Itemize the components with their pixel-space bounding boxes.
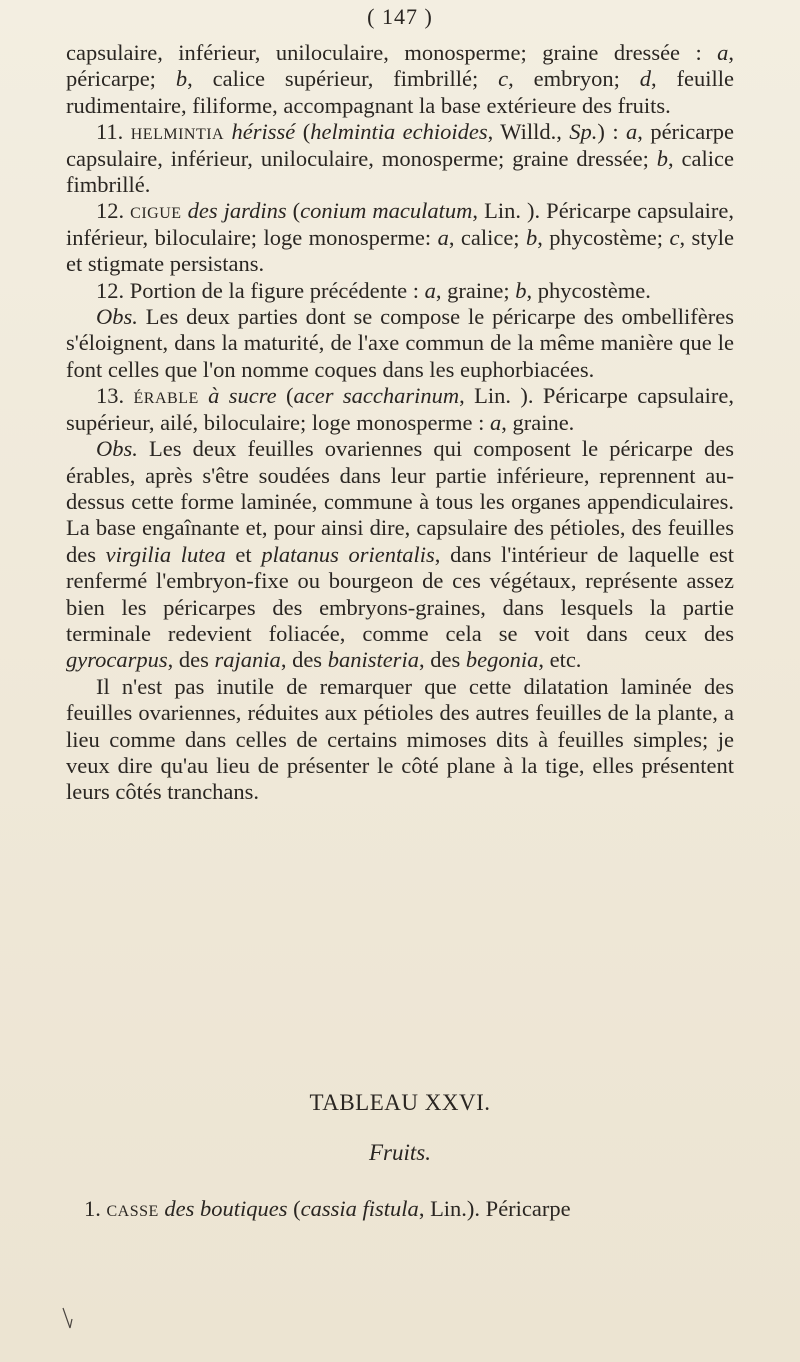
- text-segment: (: [286, 198, 301, 224]
- italic-text: gyrocarpus: [66, 647, 168, 673]
- page-number: ( 147 ): [367, 4, 433, 29]
- text-segment: , graine.: [501, 409, 575, 435]
- text-segment: , dans l'intérieur de laquelle est renfermé l'embryon-fixe ou bourgeon de ces végétaux, représente assez bien les péricarpes des embryons-graines, dans lesquels la partie terminale redevient foliacée, comme cela se voit dans ceux des: [66, 541, 734, 646]
- italic-text: virgilia lutea: [105, 541, 226, 567]
- paragraph-cigue-portion: [66, 278, 734, 304]
- italic-text: cassia fistula: [300, 1196, 419, 1221]
- italic-text: a: [626, 119, 638, 145]
- italic-text: des jardins: [187, 198, 287, 224]
- italic-text: c: [498, 66, 509, 92]
- text-segment: , péricarpe capsulaire, inférieur, uniloculaire, monosperme; graine dressée;: [66, 119, 735, 171]
- text-segment: , Lin. ). Péricarpe capsulaire, inférieur, biloculaire; loge monosperme:: [66, 198, 734, 250]
- text-segment: 13.: [96, 383, 134, 409]
- italic-text: acer saccharinum: [293, 383, 460, 409]
- italic-text: c: [669, 224, 680, 250]
- italic-text: banisteria: [327, 647, 419, 673]
- text-segment: 1.: [84, 1196, 107, 1221]
- italic-text: a: [489, 409, 502, 435]
- text-segment: , calice;: [448, 224, 526, 250]
- text-segment: , Lin. ). Péricarpe capsulaire, supérieur, ailé, biloculaire; loge monosperme :: [66, 383, 735, 435]
- paragraph-casse: [84, 1196, 734, 1222]
- italic-text: hérissé: [231, 119, 296, 145]
- italic-text: Sp.: [569, 119, 598, 145]
- italic-text: a: [424, 277, 436, 303]
- text-segment: , embryon;: [508, 66, 640, 92]
- italic-text: à sucre: [208, 383, 277, 409]
- text-segment: capsulaire, inférieur, uniloculaire, monosperme; graine dressée :: [66, 40, 718, 65]
- text-segment: (: [287, 1196, 301, 1221]
- text-segment: , Lin.). Péricarpe: [418, 1196, 571, 1221]
- italic-text: a: [717, 40, 729, 65]
- italic-text: rajania: [214, 647, 281, 673]
- text-segment: , péricarpe;: [66, 40, 734, 92]
- small-caps-text: helmintia: [130, 119, 225, 145]
- text-segment: , des: [280, 647, 328, 673]
- text-segment: (: [295, 119, 311, 145]
- text-segment: ) :: [597, 119, 627, 145]
- small-caps-text: érable: [133, 383, 199, 409]
- text-segment: (: [276, 383, 294, 409]
- text-segment: , feuille rudimentaire, filiforme, accompagnant la base extérieure des fruits.: [66, 66, 734, 118]
- italic-text: Obs.: [96, 436, 138, 462]
- paragraph-obs-erables: [66, 436, 734, 674]
- italic-text: d: [639, 66, 652, 92]
- text-segment: , calice supérieur, fimbrillé;: [187, 66, 499, 92]
- text-segment: , phycostème;: [537, 224, 670, 250]
- italic-text: a: [437, 224, 449, 250]
- italic-text: b: [515, 277, 527, 303]
- pencil-mark-icon: [60, 1306, 74, 1332]
- small-caps-text: cigue: [130, 198, 182, 224]
- paragraph-dilatation: [66, 674, 734, 806]
- text-segment: , calice fimbrillé.: [66, 145, 734, 198]
- text-segment: [224, 119, 231, 144]
- paragraph-helmintia: [66, 119, 734, 198]
- text-segment: Il n'est pas inutile de remarquer que cette dilatation laminée des feuilles ovariennes, réduites aux pétioles des autres feuilles de la plante, a lieu comme dans celles de certains mimoses dits à feuilles simples; je veux dire qu'au lieu de présenter le côté plane à la tige, elles présentent leurs côtés tranchans.: [66, 673, 734, 805]
- italic-text: b: [526, 224, 538, 250]
- italic-text: b: [656, 145, 668, 171]
- italic-text: platanus orientalis: [261, 541, 435, 567]
- text-segment: , graine;: [435, 277, 516, 303]
- section-title: Fruits.: [369, 1140, 431, 1165]
- text-segment: , des: [418, 647, 466, 673]
- italic-text: helmintia echioides: [310, 119, 488, 145]
- paragraph-fruit-description-end: [66, 40, 734, 119]
- text-segment: Les deux feuilles ovariennes qui composent le péricarpe des érables, après s'être soudées dans leur partie inférieure, reprennent au-dessus cette forme laminée, commune à tous les organes appendiculaires. La base engaînante et, pour ainsi dire, capsulaire des pétioles, des feuilles des: [66, 436, 734, 567]
- text-segment: , phycostème.: [526, 277, 651, 303]
- italic-text: conium maculatum: [300, 198, 473, 224]
- italic-text: begonia: [465, 647, 539, 673]
- small-caps-text: casse: [106, 1196, 159, 1221]
- italic-text: b: [175, 66, 188, 92]
- text-segment: 12. Portion de la figure précédente :: [96, 277, 425, 303]
- paragraph-erable: [66, 383, 734, 436]
- table-title: TABLEAU XXVI.: [309, 1090, 491, 1115]
- text-segment: , des: [167, 647, 215, 673]
- text-segment: , etc.: [538, 647, 582, 673]
- text-segment: , Willd.,: [487, 119, 570, 145]
- italic-text: des boutiques: [164, 1196, 288, 1221]
- text-segment: et: [225, 541, 262, 567]
- text-segment: 12.: [96, 198, 131, 224]
- text-segment: 11.: [96, 119, 131, 145]
- paragraph-obs-ombelliferes: [66, 304, 734, 383]
- italic-text: Obs.: [96, 304, 138, 330]
- text-segment: [199, 383, 208, 408]
- text-segment: Les deux parties dont se compose le péricarpe des ombellifères s'éloignent, dans la maturité, de l'axe commun de la même manière que le font celles que l'on nomme coques dans les euphorbiacées.: [66, 304, 734, 382]
- paragraph-cigue: [66, 198, 734, 277]
- body-text: [66, 40, 734, 806]
- text-segment: , style et stigmate persistans.: [66, 224, 734, 277]
